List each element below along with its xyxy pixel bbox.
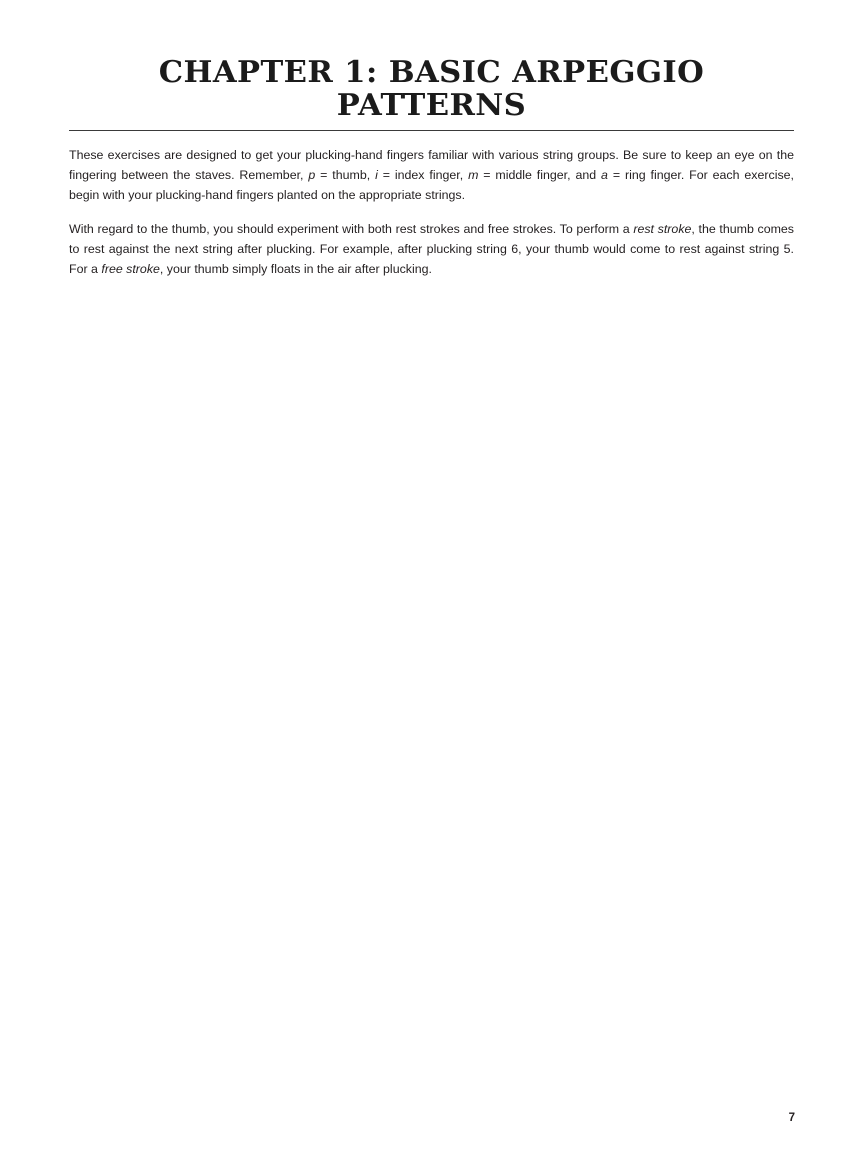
paragraph-2-segment-3: , your thumb simply floats in the air after plucking. bbox=[159, 262, 432, 277]
paragraph-1-segment-4: = middle finger, and bbox=[478, 168, 602, 183]
paragraph-1-segment-1: These exercises are designed to get your plucking-hand fingers familiar with various string groups. Be sure to keep an eye on the fingering between the staves. Remember, bbox=[69, 148, 794, 183]
finger-symbol-p: p bbox=[308, 168, 316, 183]
term-rest-stroke: rest stroke bbox=[633, 222, 692, 237]
title-divider bbox=[69, 130, 794, 131]
paragraph-2-segment-2: , the thumb comes to rest against the next string after plucking. For example, after plucking string 6, your thumb would come to rest against string 5. For a bbox=[69, 222, 794, 277]
page-content bbox=[69, 56, 794, 280]
paragraph-1 bbox=[69, 145, 794, 205]
paragraph-1-segment-2: = thumb, bbox=[315, 168, 376, 183]
paragraph-1-segment-5: = ring finger. For each exercise, begin with your plucking-hand fingers planted on the appropriate strings. bbox=[69, 168, 794, 203]
finger-symbol-m: m bbox=[468, 168, 479, 183]
finger-symbol-i: i bbox=[375, 168, 378, 183]
paragraph-2 bbox=[69, 219, 794, 279]
paragraph-1-segment-3: = index finger, bbox=[377, 168, 469, 183]
paragraph-2-segment-1: With regard to the thumb, you should experiment with both rest strokes and free strokes. To perform a bbox=[69, 222, 634, 237]
page-number: 7 bbox=[788, 1112, 795, 1124]
page-title: CHAPTER 1: BASIC ARPEGGIO PATTERNS bbox=[158, 55, 705, 123]
term-free-stroke: free stroke bbox=[101, 262, 160, 277]
finger-symbol-a: a bbox=[601, 168, 608, 183]
